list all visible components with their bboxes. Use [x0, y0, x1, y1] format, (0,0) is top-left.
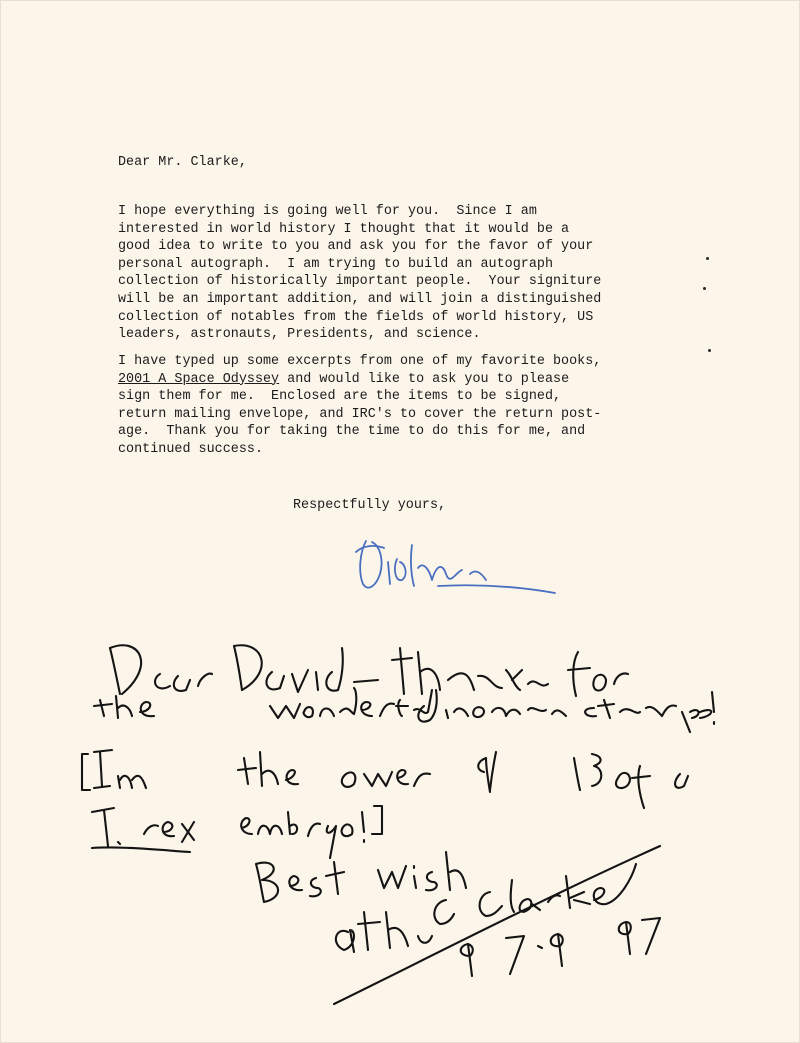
para2-line: I have typed up some excerpts from one of my favorite books,: [118, 354, 602, 369]
handwritten-note: [82, 645, 714, 1004]
para1-line: I hope everything is going well for you. Since I am: [118, 204, 537, 219]
book-title: 2001 A Space Odyssey: [118, 371, 280, 387]
para2-line: continued success.: [118, 441, 264, 457]
para1-line: leaders, astronauts, Presidents, and science.: [118, 327, 481, 343]
letter-closing: Respectfully yours,: [293, 498, 447, 513]
para1-line: collection of historically important people. Your signiture: [118, 274, 602, 290]
para1-line: collection of notables from the fields of world history, US: [118, 309, 594, 325]
para2-line: sign them for me. Enclosed are the items to be signed,: [118, 389, 562, 405]
para2-line: age. Thank you for taking the time to do this for me, and: [118, 424, 586, 440]
para1-line: will be an important addition, and will join a distinguished: [118, 291, 602, 307]
para1-line: good idea to write to you and ask you for the favor of your: [118, 239, 594, 255]
para1-line: interested in world history I thought that it would be a: [118, 221, 570, 237]
sender-signature: [356, 541, 555, 593]
para2-line: return mailing envelope, and IRC's to cover the return post-: [118, 406, 602, 422]
letter-salutation: Dear Mr. Clarke,: [118, 155, 247, 170]
para2-line-rest: and would like to ask you to please: [279, 371, 570, 387]
para1-line: personal autograph. I am trying to build an autograph: [118, 256, 554, 272]
